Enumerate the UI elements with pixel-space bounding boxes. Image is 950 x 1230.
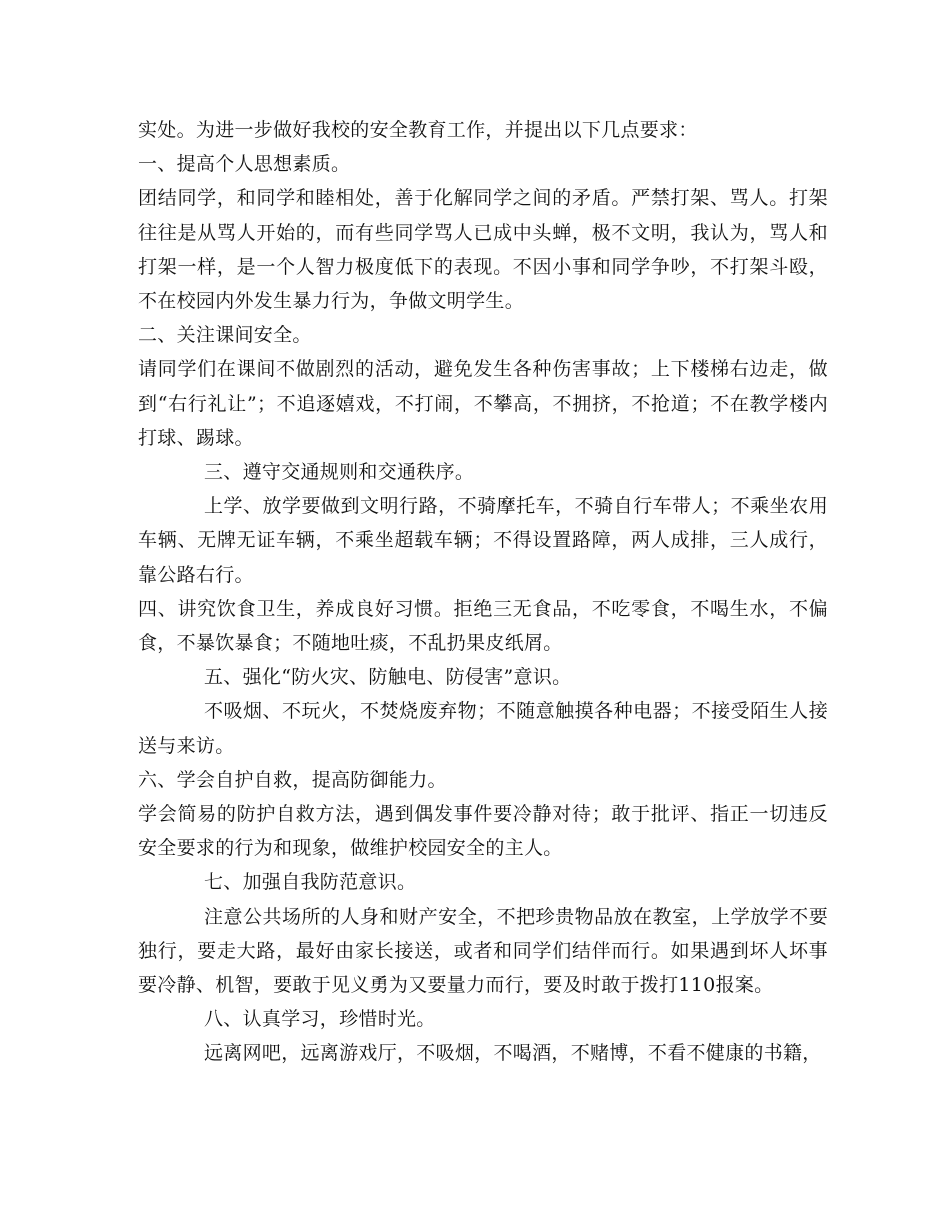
section-heading-1: 一、提高个人思想素质。 <box>138 153 351 176</box>
paragraph: 远离网吧，远离游戏厅，不吸烟，不喝酒，不赌博，不看不健康的书籍， <box>204 1042 822 1065</box>
section-heading-3: 三、遵守交通规则和交通秩序。 <box>204 461 475 484</box>
section-heading-8: 八、认真学习，珍惜时光。 <box>204 1008 436 1031</box>
paragraph: 上学、放学要做到文明行路，不骑摩托车，不骑自行车带人；不乘坐农用车辆、无牌无证车辆，不乘坐超载车辆；不得设置路障，两人成排，三人成行，靠公路右行。 <box>138 495 828 586</box>
section-heading-4: 四、讲究饮食卫生，养成良好习惯。拒绝三无食品，不吃零食，不喝生水，不偏食，不暴饮暴食；不随地吐痰，不乱扔果皮纸屑。 <box>138 597 828 655</box>
section-heading-6: 六、学会自护自救，提高防御能力。 <box>138 768 447 791</box>
paragraph: 学会简易的防护自救方法，遇到偶发事件要冷静对待；敢于批评、指正一切违反安全要求的行为和现象，做维护校园安全的主人。 <box>138 803 828 860</box>
section-heading-2: 二、关注课间安全。 <box>138 324 312 347</box>
paragraph: 团结同学，和同学和睦相处，善于化解同学之间的矛盾。严禁打架、骂人。打架往往是从骂人开始的，而有些同学骂人已成中头蝉，极不文明，我认为，骂人和打架一样，是一个人智力极度低下的表现。不因小事和同学争吵，不打架斗殴，不在校园内外发生暴力行为，争做文明学生。 <box>138 187 828 313</box>
paragraph: 不吸烟、不玩火，不焚烧废弃物；不随意触摸各种电器；不接受陌生人接送与来访。 <box>138 700 828 757</box>
section-heading-5: 五、强化“防火灾、防触电、防侵害”意识。 <box>204 666 572 689</box>
section-heading-7: 七、加强自我防范意识。 <box>204 871 417 894</box>
paragraph: 实处。为进一步做好我校的安全教育工作，并提出以下几点要求： <box>138 119 698 141</box>
paragraph: 注意公共场所的人身和财产安全，不把珍贵物品放在教室，上学放学不要独行，要走大路，最好由家长接送，或者和同学们结伴而行。如果遇到坏人坏事要冷静、机智，要敢于见义勇为又要量力而行，要及时敢于拨打110报案。 <box>138 905 828 997</box>
document-body <box>138 113 828 1071</box>
paragraph: 请同学们在课间不做剧烈的活动，避免发生各种伤害事故；上下楼梯右边走，做到“右行礼让”；不追逐嬉戏，不打闹，不攀高，不拥挤，不抢道；不在教学楼内打球、踢球。 <box>138 358 828 449</box>
